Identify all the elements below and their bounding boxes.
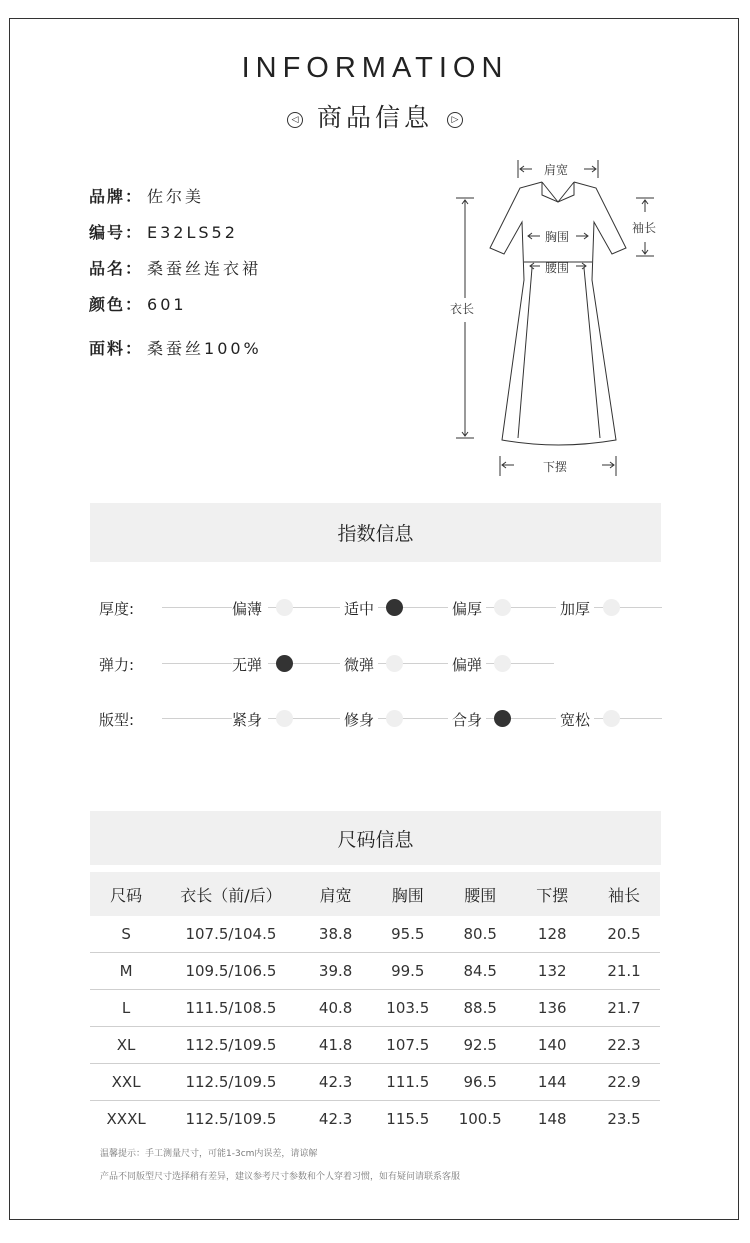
dot-slight-stretch	[386, 655, 403, 672]
cell: 128	[516, 916, 588, 953]
option-loose: 宽松	[556, 709, 594, 730]
index-label-fit: 版型:	[99, 711, 135, 729]
option-tight: 紧身	[232, 709, 268, 730]
cell: 42.3	[300, 1064, 372, 1101]
cell: 112.5/109.5	[162, 1027, 299, 1064]
col-sleeve: 袖长	[588, 872, 660, 916]
title-en: INFORMATION	[241, 52, 509, 84]
option-stretchy: 偏弹	[448, 654, 486, 675]
dress-diagram-icon	[440, 150, 670, 485]
option-medium: 适中	[340, 598, 378, 619]
label-chest: 胸围	[545, 230, 570, 244]
dot-thin	[276, 599, 293, 616]
cell: 112.5/109.5	[185, 1110, 277, 1128]
col-shoulder: 肩宽	[300, 872, 372, 916]
cell: 41.8	[300, 1027, 372, 1064]
option-regular: 合身	[448, 709, 486, 730]
cell: 88.5	[444, 990, 516, 1027]
cell: 99.5	[372, 953, 444, 990]
cell: 40.8	[300, 990, 372, 1027]
cell: XXL	[90, 1064, 162, 1101]
cell: 109.5/106.5	[162, 953, 299, 990]
dot-slim	[386, 710, 403, 727]
table-row	[90, 953, 660, 990]
col-size: 尺码	[90, 872, 162, 916]
note-measurement: 温馨提示：手工测量尺寸，可能1-3cm内误差，请谅解	[100, 1149, 318, 1159]
option-no-stretch: 无弹	[232, 654, 268, 675]
cell: 38.8	[300, 916, 372, 953]
dot-no-stretch	[276, 655, 293, 672]
cell: 107.5/104.5	[162, 916, 299, 953]
size-table-header	[90, 872, 660, 916]
cell: 39.8	[300, 953, 372, 990]
info-brand: 品牌： 佐尔美	[89, 187, 205, 206]
cell: 22.9	[588, 1064, 660, 1101]
left-arrow-icon: ◁	[287, 112, 303, 128]
label-hem: 下摆	[543, 460, 568, 474]
col-waist: 腰围	[444, 872, 516, 916]
label-length: 衣长	[450, 302, 475, 316]
cell: 136	[516, 990, 588, 1027]
cell: XXXL	[106, 1110, 146, 1128]
table-row	[90, 990, 660, 1027]
cell: 144	[516, 1064, 588, 1101]
label-shoulder: 肩宽	[544, 163, 569, 177]
cell: 148	[537, 1110, 567, 1128]
index-label-elasticity: 弹力:	[99, 656, 135, 674]
cell: 95.5	[372, 916, 444, 953]
right-arrow-icon: ▷	[447, 112, 463, 128]
option-thin: 偏薄	[232, 598, 268, 619]
cell: 92.5	[444, 1027, 516, 1064]
col-chest: 胸围	[372, 872, 444, 916]
option-thick: 偏厚	[448, 598, 486, 619]
dot-tight	[276, 710, 293, 727]
dot-loose	[603, 710, 620, 727]
option-slim: 修身	[340, 709, 378, 730]
col-length: 衣长（前/后）	[162, 872, 299, 916]
info-name: 品名： 桑蚕丝连衣裙	[89, 259, 262, 278]
index-section-title: 指数信息	[90, 503, 661, 562]
cell: 42.3	[318, 1110, 353, 1128]
label-waist: 腰围	[545, 261, 570, 275]
info-color: 颜色： 601	[89, 295, 187, 314]
cell: 20.5	[588, 916, 660, 953]
table-row	[90, 1064, 660, 1101]
size-table	[90, 872, 660, 1137]
cell: 100.5	[458, 1110, 502, 1128]
info-fabric: 面料： 桑蚕丝100%	[89, 339, 262, 358]
dot-extra-thick	[603, 599, 620, 616]
col-hem: 下摆	[516, 872, 588, 916]
option-extra-thick: 加厚	[556, 598, 594, 619]
cell: 21.1	[588, 953, 660, 990]
index-label-thickness: 厚度:	[99, 600, 135, 618]
cell: XL	[90, 1027, 162, 1064]
size-section-title: 尺码信息	[90, 811, 661, 865]
cell: 132	[516, 953, 588, 990]
table-row	[90, 916, 660, 953]
dot-regular	[494, 710, 511, 727]
cell: 96.5	[444, 1064, 516, 1101]
title-cn-text: 商品信息	[316, 103, 433, 132]
cell: 23.5	[607, 1110, 641, 1128]
info-code: 编号： E32LS52	[89, 223, 238, 242]
table-row	[90, 1027, 660, 1064]
dot-stretchy	[494, 655, 511, 672]
dot-medium	[386, 599, 403, 616]
cell: 140	[516, 1027, 588, 1064]
cell: 112.5/109.5	[162, 1064, 299, 1101]
cell: L	[90, 990, 162, 1027]
cell: 21.7	[588, 990, 660, 1027]
cell: 80.5	[444, 916, 516, 953]
cell: 22.3	[588, 1027, 660, 1064]
note-fit-advice: 产品不同版型尺寸选择稍有差异，建议参考尺寸参数和个人穿着习惯，如有疑问请联系客服	[100, 1172, 461, 1182]
label-sleeve: 袖长	[632, 221, 657, 235]
cell: M	[90, 953, 162, 990]
title-cn	[0, 98, 750, 134]
table-row	[90, 1101, 660, 1138]
cell: 103.5	[372, 990, 444, 1027]
option-slight-stretch: 微弹	[340, 654, 378, 675]
cell: S	[90, 916, 162, 953]
cell: 107.5	[372, 1027, 444, 1064]
cell: 84.5	[444, 953, 516, 990]
cell: 111.5	[372, 1064, 444, 1101]
cell: 115.5	[386, 1110, 430, 1128]
dot-thick	[494, 599, 511, 616]
cell: 111.5/108.5	[162, 990, 299, 1027]
